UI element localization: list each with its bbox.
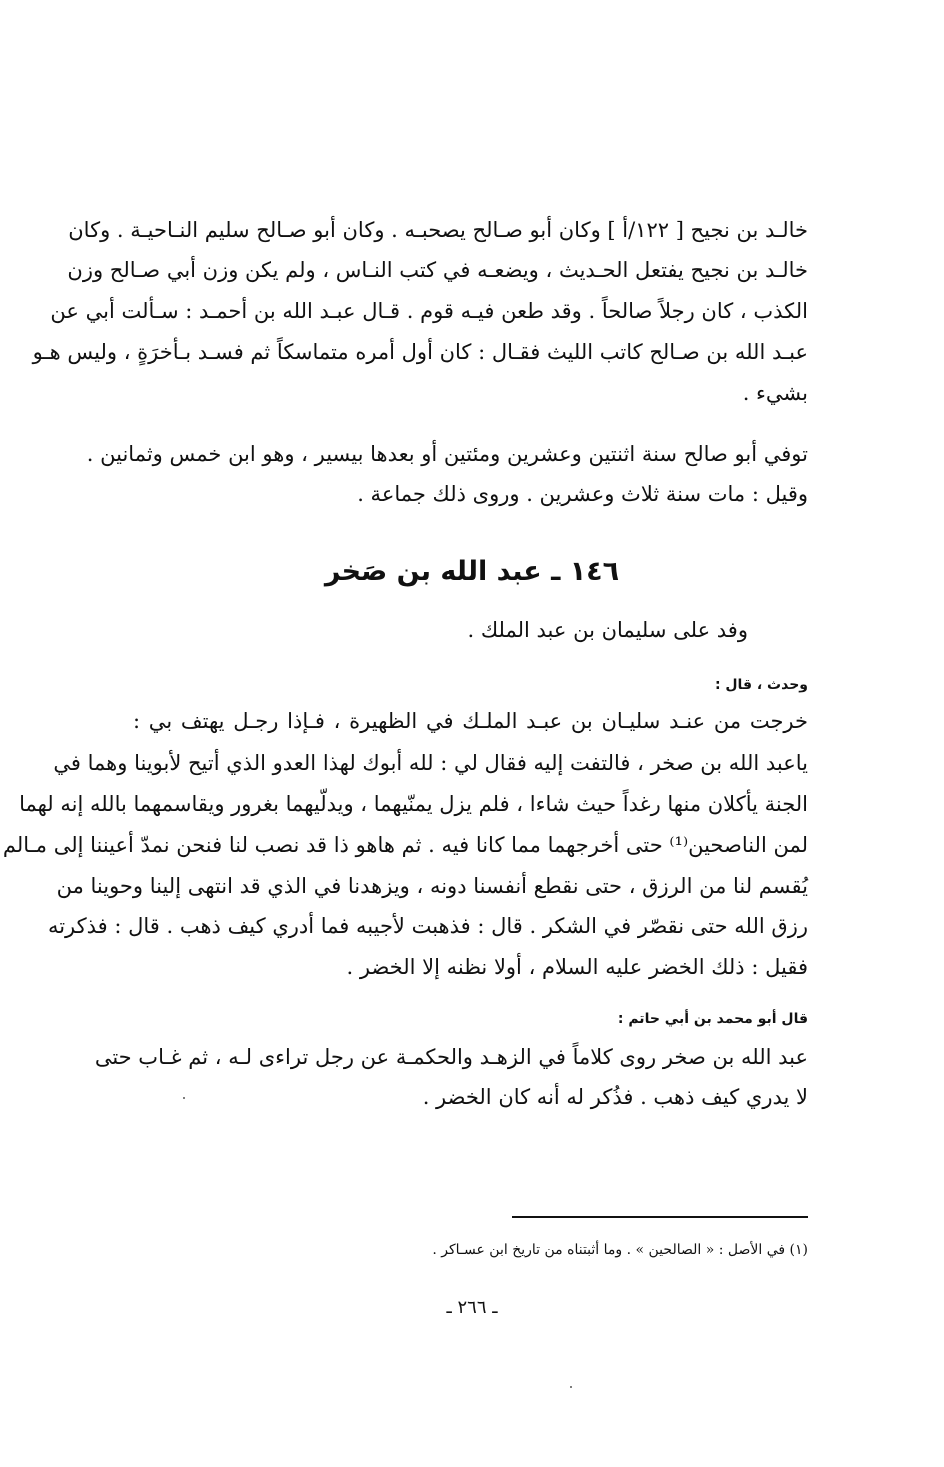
paragraph-line: بشيء . bbox=[742, 381, 808, 405]
paragraph-line: عبـد الله بن صـالح كاتب الليث فقـال : كان أول أمره متماسكاً ثم فسـد بـأخرَةٍ ، وليس هـو bbox=[32, 340, 808, 364]
quote-label: قال أبو محمد بن أبي حاتم : bbox=[617, 1011, 808, 1027]
scan-speck bbox=[183, 1097, 185, 1099]
paragraph-line: لا يدري كيف ذهب . فذُكر له أنه كان الخضر . bbox=[422, 1085, 808, 1109]
paragraph-line: الجنة يأكلان منها رغداً حيث شاءا ، فلم يزل يمنّيهما ، ويدلّيهما بغرور ويقاسمهما بالله إنه لهما bbox=[19, 792, 808, 816]
paragraph-line: رزق الله حتى نقصّر في الشكر . قال : فذهبت لأجيبه فما أدري كيف ذهب . قال : فذكرته bbox=[47, 914, 808, 938]
paragraph-line: يُقسم لنا من الرزق ، حتى نقطع أنفسنا دونه ، ويزهدنا في الذي قد انتهى إلينا وحوينا من bbox=[56, 874, 808, 898]
scan-speck bbox=[570, 1386, 572, 1388]
paragraph-line: فقيل : ذلك الخضر عليه السلام ، أولا نظنه إلا الخضر . bbox=[346, 955, 808, 979]
paragraph-line: توفي أبو صالح سنة اثنتين وعشرين ومئتين أو بعدها بيسير ، وهو ابن خمس وثمانين . bbox=[86, 442, 808, 466]
entry-intro: وفد على سليمان بن عبد الملك . bbox=[467, 618, 748, 642]
paragraph-line: خرجت من عنـد سليـان بن عبـد الملـك في الظهيرة ، فـإذا رجـل يهتف بي : bbox=[133, 709, 808, 733]
paragraph-line: وقيل : مات سنة ثلاث وعشرين . وروى ذلك جماعة . bbox=[357, 482, 808, 506]
paragraph-line: خالـد بن نجيح يفتعل الحـديث ، ويضعـه في كتب النـاس ، ولم يكن وزن أبي صـالح وزن bbox=[67, 258, 808, 282]
paragraph-line: خالـد بن نجيح [ ١٢٢/أ ] وكان أبو صـالح يصحبـه . وكان أبو صـالح سليم النـاحيـة . وكان bbox=[68, 218, 808, 242]
paragraph-line: الكذب ، كان رجلاً صالحاً . وقد طعن فيـه قوم . قـال عبـد الله بن أحمـد : سـألت أبي عن bbox=[50, 299, 808, 323]
paragraph-line: لمن الناصحين⁽¹⁾ حتى أخرجهما مما كانا فيه . ثم هاهو ذا قد نصب لنا فنحن نمدّ أعيننا إلى مـالم bbox=[2, 833, 808, 857]
paragraph-line: عبد الله بن صخر روى كلاماً في الزهـد والحكمـة عن رجل تراءى لـه ، ثم غـاب حتى bbox=[94, 1045, 808, 1069]
footnote-divider bbox=[512, 1216, 808, 1218]
entry-heading: ١٤٦ ـ عبد الله بن صَخر bbox=[324, 556, 620, 587]
narration-label: وحدث ، قال : bbox=[714, 677, 808, 693]
footnote: (١) في الأصل : « الصالحين » . وما أثبتناه من تاريخ ابن عسـاكر . bbox=[432, 1242, 808, 1258]
paragraph-line: ياعبد الله بن صخر ، فالتفت إليه فقال لي : لله أبوك لهذا العدو الذي أتيح لأبوينا وهما في bbox=[53, 751, 808, 775]
page-number: ـ ٢٦٦ ـ bbox=[446, 1297, 498, 1318]
